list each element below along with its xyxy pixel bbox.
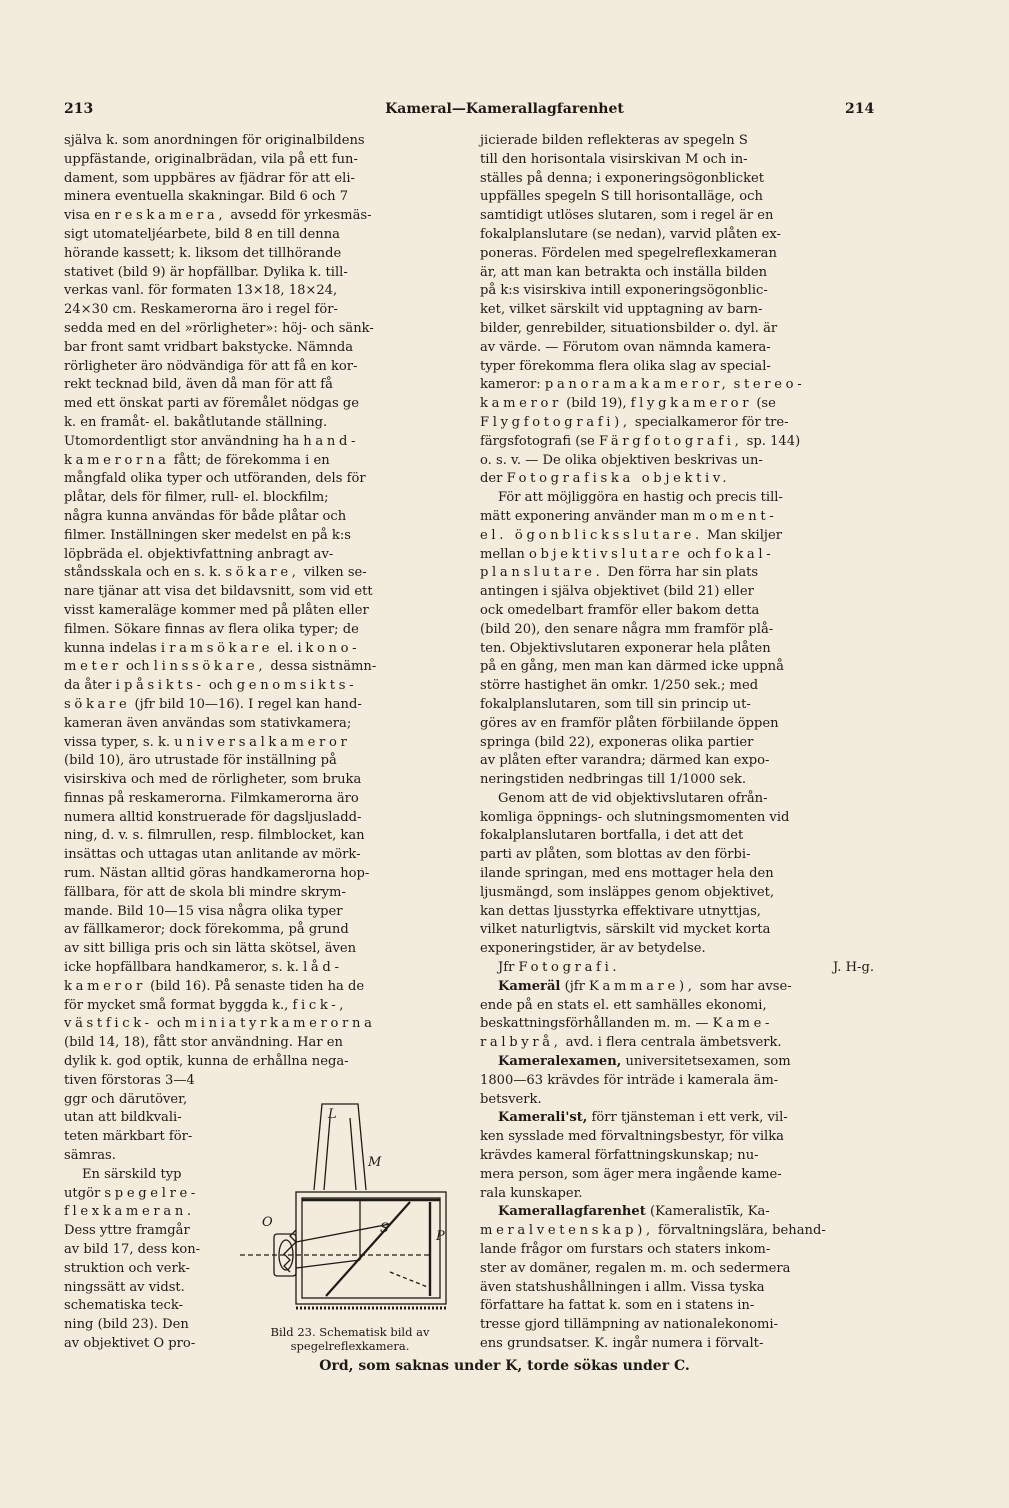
text-line: numera alltid konstruerade för dagsljusladd- <box>64 809 362 825</box>
text-line: springa (bild 22), exponeras olika partier <box>480 734 754 750</box>
text-line: ens grundsatser. K. ingår numera i förvalt- <box>480 1336 764 1351</box>
page-number-left: 213 <box>64 101 94 117</box>
entry-headword: Kameräl <box>498 978 561 994</box>
text-line: da åter i påsikts- och genomsikts- <box>64 678 358 694</box>
text-line: jicierade bilden reflekteras av spegeln S <box>480 133 748 148</box>
figure-wrap-text <box>64 1072 238 1354</box>
text-line: på k:s visirskiva intill exponeringsögonblic- <box>480 283 768 299</box>
text-line: lande frågor om furstars och staters inkom- <box>480 1242 771 1258</box>
text-line: rum. Nästan alltid göras handkamerorna hop- <box>64 866 370 882</box>
text-line: dament, som uppbäres av fjädrar för att eli- <box>64 170 355 186</box>
text-line: kameror: panoramakameror, stereo- <box>480 377 806 393</box>
text-line: dylik k. god optik, kunna de erhållna nega- <box>64 1054 349 1070</box>
text-line: fällbara, för att de skola bli mindre skrym- <box>64 884 346 900</box>
text-line: kameror (bild 16). På senaste tiden ha de <box>64 978 365 994</box>
text-line: mellan objektivslutare och fokal- <box>480 546 775 562</box>
text-line: (bild 10), äro utrustade för inställning på <box>64 753 337 769</box>
text-line: vilket naturligtvis, särskilt vid mycket korta <box>480 922 771 938</box>
text-line: verkas vanl. för formaten 13×18, 18×24, <box>64 283 338 299</box>
text-line: visirskiva och med de rörligheter, som bruka <box>64 772 362 788</box>
text-line: o. s. v. — De olika objektiven beskrivas un- <box>480 452 763 468</box>
text-line: sökare (jfr bild 10—16). I regel kan hand- <box>64 696 362 712</box>
text-line: kunna indelas i ramsökare el. ikono- <box>64 640 361 656</box>
text-line: exponeringstider, är av betydelse. <box>480 941 706 957</box>
term-reskamera: reskamera, <box>114 208 227 224</box>
text-line: komliga öppnings- och slutningsmomenten vid <box>480 809 790 825</box>
text-line: typer förekomma flera olika slag av special- <box>480 358 771 374</box>
text-line: kameran även användas som stativkamera; <box>64 715 352 731</box>
text-line: planslutare. Den förra har sin plats <box>480 565 759 581</box>
text-line: ning, d. v. s. filmrullen, resp. filmblocket, kan <box>64 828 365 844</box>
text-line: uppfästande, originalbrädan, vila på ett fun- <box>64 151 358 167</box>
text-line: samtidigt utlöses slutaren, som i regel är en <box>480 208 774 224</box>
text-line: Kameräl (jfr Kammare), som har avse- <box>498 978 792 994</box>
text-line: ralbyrå, avd. i flera centrala ämbetsverk. <box>480 1035 782 1051</box>
bellows <box>284 1230 296 1272</box>
text-line: mera person, som äger mera ingående kame- <box>480 1166 782 1182</box>
text-line: sämras. <box>64 1148 116 1164</box>
text-line: större hastighet än omkr. 1/250 sek.; med <box>480 678 759 694</box>
text-line: 24×30 cm. Reskamerorna äro i regel för- <box>64 302 338 318</box>
text-line: mångfald olika typer och utföranden, dels för <box>64 471 366 487</box>
text-line: rekt tecknad bild, även då man för att få <box>64 377 333 393</box>
figure-spegelreflexkamera <box>240 1082 458 1322</box>
text-line: För att möjliggöra en hastig och precis till- <box>498 490 783 506</box>
text-line: filmen. Sökare finnas av flera olika typer; de <box>64 621 359 637</box>
mirror-s <box>326 1202 410 1296</box>
text-line: sigt utomateljéarbete, bild 8 en till denna <box>64 226 340 242</box>
text-line: ten. Objektivslutaren exponerar hela plåten <box>480 640 771 656</box>
text-line: Jfr Fotografi. J. H-g. <box>480 959 874 978</box>
text-line: rala kunskaper. <box>480 1185 583 1201</box>
label-s: S <box>380 1221 389 1236</box>
text-line: Kameralexamen, universitetsexamen, som <box>498 1054 791 1070</box>
page-number-right: 214 <box>845 101 875 117</box>
text-line: tiven förstoras 3—4 <box>64 1072 195 1088</box>
text-line: En särskild typ <box>82 1166 182 1182</box>
text-line: ende på en stats el. ett samhälles ekonomi, <box>480 997 767 1013</box>
text-line: kan dettas ljusstyrka effektivare utnyttjas, <box>480 903 761 919</box>
text-line: ken sysslade med förvaltningsbestyr, för vilka <box>480 1129 784 1145</box>
label-o: O <box>262 1215 273 1230</box>
text-line: kamerorna fått; de förekomma i en <box>64 452 330 468</box>
body-inner <box>302 1198 440 1298</box>
text-line: själva k. som anordningen för originalbildens <box>64 133 365 148</box>
text-line: Dess yttre framgår <box>64 1223 190 1239</box>
text-line: löpbräda el. objektivfattning anbragt av- <box>64 546 334 562</box>
right-column <box>480 132 874 1354</box>
text-line: betsverk. <box>480 1091 542 1107</box>
text-line: utgör spegelre- <box>64 1185 200 1201</box>
text-line: på en gång, men man kan därmed icke uppnå <box>480 659 784 675</box>
text-line: färgsfotografi (se Färgfotografi, sp. 144) <box>480 433 801 449</box>
term-spegelreflexkameran: flexkameran. <box>64 1204 195 1220</box>
text-line: mätt exponering använder man moment- <box>480 508 778 524</box>
text-line: till den horisontala visirskivan M och in- <box>480 151 748 167</box>
text-line: ställes på denna; i exponeringsögonblicket <box>480 170 765 186</box>
text-line: krävdes kameral författningskunskap; nu- <box>480 1148 759 1164</box>
hood-outline <box>314 1104 366 1190</box>
text-line: bilder, genrebilder, situationsbilder o. dyl. är <box>480 320 778 336</box>
text-line: (bild 20), den senare några mm framför plå- <box>480 621 774 637</box>
text-line: av objektivet O pro- <box>64 1336 196 1351</box>
running-head: Kameral—Kamerallagfarenhet <box>385 101 624 117</box>
text-line: västfick- och miniatyrkamerorna <box>64 1016 376 1032</box>
text-line: för mycket små format byggda k., fick-, <box>64 997 348 1013</box>
text-line: antingen i själva objektivet (bild 21) eller <box>480 584 754 600</box>
text-line: fokalplanslutare (se nedan), varvid plåten ex- <box>480 226 781 242</box>
text-line: vissa typer, s. k. universalkameror <box>64 734 351 750</box>
text-line: filmer. Inställningen sker medelst en på k:s <box>64 527 351 543</box>
entry-headword: Kamerallagfarenhet <box>498 1204 646 1220</box>
text-line: schematiska teck- <box>64 1298 184 1314</box>
text-line: av värde. — Förutom ovan nämnda kamera- <box>480 339 771 355</box>
camera-schematic-diagram <box>240 1082 458 1322</box>
text-line: (bild 14, 18), fått stor användning. Har en <box>64 1035 343 1051</box>
text-line: uppfälles spegeln S till horisontalläge, och <box>480 189 763 205</box>
text-line: beskattningsförhållanden m. m. — Kame- <box>480 1016 774 1032</box>
text-line: Kamerali'st, förr tjänsteman i ett verk, vil- <box>498 1110 788 1126</box>
text-line: några kunna användas för både plåtar och <box>64 508 347 524</box>
text-line: meter och linssökare, dessa sistnämn- <box>64 659 377 675</box>
text-line: ock omedelbart framför eller bakom detta <box>480 602 760 618</box>
text-line: neringstiden nedbringas till 1/1000 sek. <box>480 772 747 788</box>
text-line: visa en reskamera, avsedd för yrkesmäs- <box>64 208 372 224</box>
text-line: Flygfotografi), specialkameror för tre- <box>480 414 789 430</box>
text-line: tresse gjord tillämpning av nationalekonomi- <box>480 1317 779 1333</box>
label-p: P <box>436 1229 445 1244</box>
text-line: av fällkameror; dock förekomma, på grund <box>64 922 349 938</box>
text-line: ningssätt av vidst. <box>64 1279 185 1295</box>
text-line: teten märkbart för- <box>64 1129 193 1145</box>
text-line: ggr och därutöver, <box>64 1091 188 1107</box>
light-ray-plate <box>390 1272 430 1288</box>
text-line: är, att man kan betrakta och inställa bilden <box>480 264 768 280</box>
text-line: göres av en framför plåten förbiilande öppen <box>480 715 779 731</box>
text-line: ljusmängd, som insläppes genom objektivet, <box>480 884 775 900</box>
text-line: med ett önskat parti av föremålet nödgas ge <box>64 396 359 412</box>
text-line: plåtar, dels för filmer, rull- el. blockfilm; <box>64 490 329 506</box>
text-line: mande. Bild 10—15 visa några olika typer <box>64 903 343 919</box>
label-m: M <box>368 1155 382 1170</box>
text-line: av sitt billiga pris och sin lätta skötsel, även <box>64 941 357 957</box>
text-line: el. ögonblicksslutare. Man skiljer <box>480 527 782 543</box>
text-line: icke hopfällbara handkameror, s. k. låd- <box>64 960 343 976</box>
light-ray-bottom <box>296 1260 360 1268</box>
text-line: poneras. Fördelen med spegelreflexkameran <box>480 245 777 261</box>
text-line: av plåten efter varandra; därmed kan expo- <box>480 753 770 769</box>
author-signature: J. H-g. <box>833 960 874 976</box>
text-line: ilande springan, med ens mottager hela den <box>480 866 774 882</box>
text-line: 1800—63 krävdes för inträde i kamerala äm- <box>480 1072 779 1088</box>
text-line: Utomordentligt stor användning ha hand- <box>64 433 360 449</box>
text-line: fokalplanslutaren, som till sin princip ut- <box>480 696 751 712</box>
text-line: kameror (bild 19), flygkameror (se <box>480 396 776 412</box>
text-line: ket, vilket särskilt vid upptagning av barn- <box>480 302 763 318</box>
entry-headword: Kameralexamen, <box>498 1054 622 1070</box>
text-line: struktion och verk- <box>64 1260 190 1276</box>
text-line: hörande kassett; k. liksom det tillhörande <box>64 245 342 261</box>
text-line: ster av domäner, regalen m. m. och sedermera <box>480 1260 791 1276</box>
text-line: ning (bild 23). Den <box>64 1317 189 1333</box>
text-line: av bild 17, dess kon- <box>64 1242 201 1258</box>
camera-body <box>296 1192 446 1304</box>
footer-notice: Ord, som saknas under K, torde sökas under C. <box>319 1358 690 1374</box>
text-line: rörligheter äro nödvändiga för att få en kor- <box>64 358 358 374</box>
text-line: även statshushållningen i allm. Vissa tyska <box>480 1279 765 1295</box>
text-line: insättas och uttagas utan anlitande av mörk- <box>64 847 361 863</box>
hood-inner-left <box>324 1118 330 1190</box>
text-line: fokalplanslutaren bortfalla, i det att det <box>480 828 744 844</box>
entry-headword: Kamerali'st, <box>498 1110 588 1126</box>
text-line: der Fotografiska objektiv. <box>480 471 731 487</box>
text-line: stativet (bild 9) är hopfällbar. Dylika k. till- <box>64 264 348 280</box>
label-l: L <box>328 1107 337 1122</box>
text-line: parti av plåten, som blottas av den förbi- <box>480 847 751 863</box>
figure-caption: Bild 23. Schematisk bild av spegelreflexkamera. <box>270 1325 430 1353</box>
term-handkamerorna: hand- <box>303 433 360 449</box>
hood-inner-right <box>350 1118 356 1190</box>
text-line: Kamerallagfarenhet (Kameralistīk, Ka- <box>498 1204 770 1220</box>
text-line: Genom att de vid objektivslutaren ofrån- <box>498 790 768 806</box>
text-line: nare tjänar att visa det bildavsnitt, som vid ett <box>64 584 373 600</box>
text-line: författare ha fattat k. som en i statens in- <box>480 1298 755 1314</box>
text-line: ståndsskala och en s. k. sökare, vilken se- <box>64 565 367 581</box>
text-line: visst kameraläge kommer med på plåten eller <box>64 602 369 618</box>
text-line: minera eventuella skakningar. Bild 6 och 7 <box>64 189 349 205</box>
term-sokare: sökare, <box>225 565 300 581</box>
text-line: meralvetenskap), förvaltningslära, behand- <box>480 1223 826 1239</box>
text-line: sedda med en del »rörligheter»: höj- och sänk- <box>64 320 374 336</box>
text-line: k. en framåt- el. bakåtlutande ställning. <box>64 414 328 430</box>
text-line <box>64 1203 238 1222</box>
text-line: bar front samt vridbart bakstycke. Nämnda <box>64 339 354 355</box>
text-line: utan att bildkvali- <box>64 1110 182 1126</box>
text-line: finnas på reskamerorna. Filmkamerorna äro <box>64 790 359 806</box>
